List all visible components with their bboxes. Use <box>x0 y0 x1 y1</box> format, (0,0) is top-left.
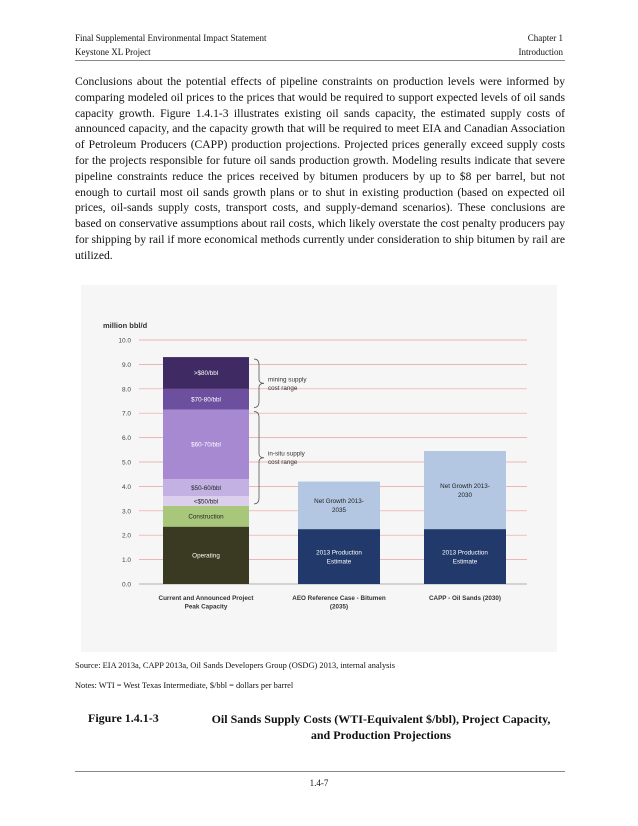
bar-segment-label: Construction <box>188 513 224 521</box>
y-tick-label: 1.0 <box>121 557 131 565</box>
source-note: Source: EIA 2013a, CAPP 2013a, Oil Sands Developers Group (OSDG) 2013, internal analysis <box>75 661 395 670</box>
bar-segment-label: 2013 Production <box>316 549 362 557</box>
y-tick-label: 9.0 <box>121 361 131 369</box>
footer-rule <box>75 771 565 772</box>
bar-segment-label: Net Growth 2013- <box>440 482 490 490</box>
body-paragraph: Conclusions about the potential effects of pipeline constraints on production levels were informed by comparing modeled oil prices to the prices that would be required to support expected levels of oil sands capacity growth. Figure 1.4.1-3 illustrates existing oil sands capacity, the estimated supply costs of announced capacity, and the capacity growth that will be required to meet EIA and Canadian Association of Petroleum Producers (CAPP) production projections. Projected prices generally exceed supply costs for the projects responsible for future oil sands production growth. Modeling results indicate that severe pipeline constraints reduce the prices received by bitumen producers by up to $8 per barrel, but not enough to curtail most oil sands growth plans or to shut in existing production (based on expected oil prices, oil-sands supply costs, transport costs, and supply-demand scenarios). These conclusions are based on conservative assumptions about rail costs, which likely overstate the cost penalty producers pay for shipping by rail if more economical methods currently under consideration to ship bitumen by rail are utilized. <box>75 75 565 262</box>
cost-range-bracket <box>254 359 264 407</box>
x-category-label: AEO Reference Case - Bitumen <box>292 595 386 602</box>
header-line-2 <box>75 47 563 58</box>
header-line-1 <box>75 33 563 44</box>
page-number: 1.4-7 <box>309 778 329 788</box>
bar-segment-label: $60-70/bbl <box>191 441 221 449</box>
figure-title <box>196 711 566 743</box>
figure-number: Figure 1.4.1-3 <box>88 711 159 725</box>
bar-segment-label: $50-60/bbl <box>191 484 221 492</box>
bar-segment <box>298 482 380 530</box>
bar-segment-label: >$80/bbl <box>193 370 219 378</box>
header-section: Introduction <box>518 47 563 57</box>
header-rule <box>75 60 565 61</box>
bracket-label: cost range <box>268 459 298 467</box>
bar-segment <box>424 529 506 584</box>
figure-chart <box>81 285 557 652</box>
figure-title-line-1: Oil Sands Supply Costs (WTI-Equivalent $/bbl), Project Capacity, <box>211 712 551 726</box>
bar-segment-label: 2013 Production <box>442 549 488 557</box>
bar-stacks <box>163 357 506 584</box>
y-axis-label: million bbl/d <box>103 321 148 330</box>
y-tick-label: 8.0 <box>121 386 131 394</box>
x-category-label: Peak Capacity <box>184 603 228 611</box>
figure-title-line-2: and Production Projections <box>310 728 452 742</box>
y-tick-label: 2.0 <box>121 532 131 540</box>
x-category-label: Current and Announced Project <box>158 595 254 602</box>
bar-segment-label: Estimate <box>452 558 478 566</box>
y-tick-label: 6.0 <box>121 435 131 443</box>
bracket-label: in-situ supply <box>268 450 305 458</box>
bar-segment-label: 2030 <box>457 491 473 499</box>
cost-range-bracket <box>254 412 264 504</box>
bar-segment-label: Net Growth 2013- <box>314 498 364 506</box>
bar-segment <box>298 529 380 584</box>
y-tick-label: 0.0 <box>121 581 131 589</box>
bracket-label: mining supply <box>268 376 307 384</box>
header-chapter: Chapter 1 <box>527 33 563 43</box>
y-tick-label: 10.0 <box>118 337 131 345</box>
bar-segment <box>424 451 506 529</box>
header-document-title: Final Supplemental Environmental Impact Statement <box>75 33 267 43</box>
bar-segment-label: <$50/bbl <box>193 498 219 506</box>
y-tick-label: 3.0 <box>121 508 131 516</box>
y-tick-label: 7.0 <box>121 410 131 418</box>
notes-line: Notes: WTI = West Texas Intermediate, $/bbl = dollars per barrel <box>75 681 294 690</box>
y-tick-label: 4.0 <box>121 483 131 491</box>
x-category-label: CAPP - Oil Sands (2030) <box>429 595 501 602</box>
bar-segment-label: 2035 <box>331 507 347 515</box>
header-project-name: Keystone XL Project <box>75 47 151 57</box>
bar-segment-label: $70-80/bbl <box>191 396 221 404</box>
y-tick-label: 5.0 <box>121 459 131 467</box>
x-category-label: (2035) <box>329 603 349 611</box>
bar-segment-label: Operating <box>192 552 220 560</box>
bar-segment-label: Estimate <box>326 558 352 566</box>
bracket-label: cost range <box>268 384 298 392</box>
